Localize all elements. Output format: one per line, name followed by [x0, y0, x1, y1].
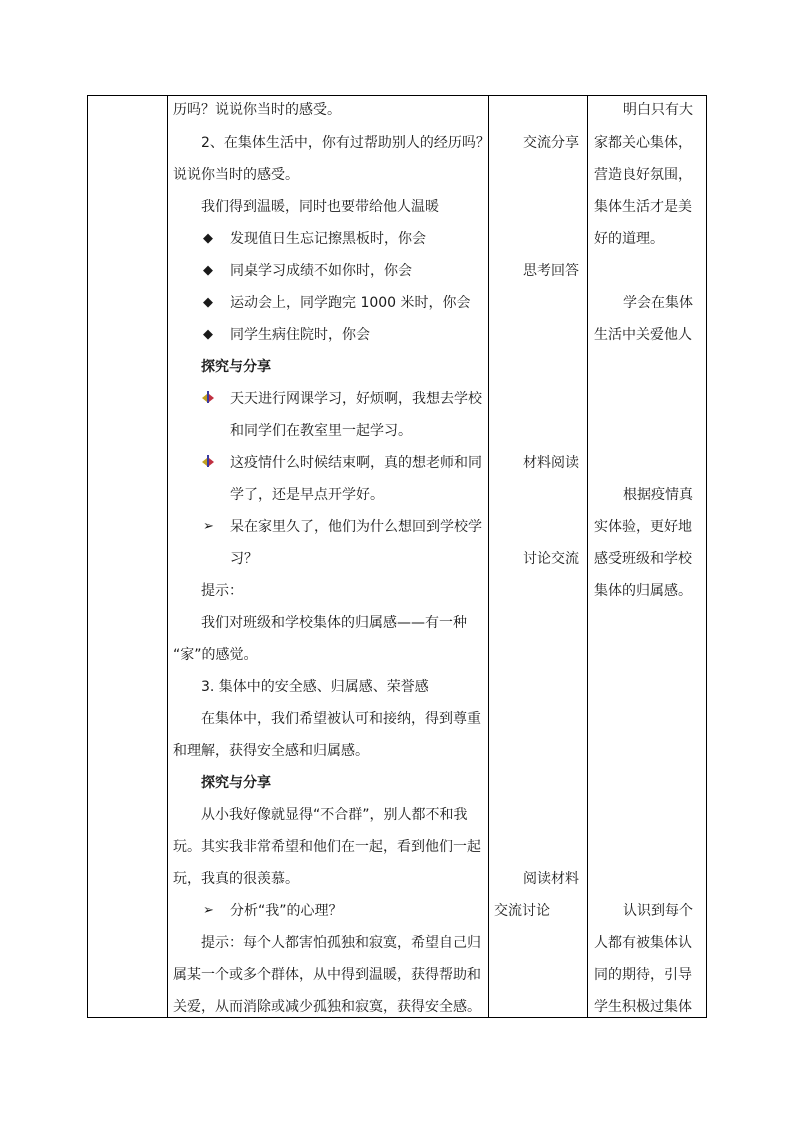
list-item-continued: 和同学们在教室里一起学习。 — [230, 423, 412, 439]
text-line: 2、在集体生活中，你有过帮助别人的经历吗？ — [201, 135, 490, 151]
text-line: 历吗？说说你当时的感受。 — [173, 102, 341, 118]
text-line: “家”的感觉。 — [173, 647, 258, 663]
arrow-bullet-icon: ➢ — [203, 519, 214, 534]
column-divider-2 — [488, 96, 489, 1017]
intent-line: 根据疫情真 — [623, 487, 693, 503]
list-item: 呆在家里久了，他们为什么想回到学校学 — [230, 519, 482, 535]
intent-line: 学生积极过集体 — [594, 999, 692, 1015]
intent-line: 认识到每个 — [623, 903, 693, 919]
text-line: 提示： — [201, 583, 243, 599]
intent-line: 生活中关爱他人 — [594, 327, 692, 343]
text-line: 玩。其实我非常希望和他们在一起，看到他们一起 — [173, 839, 481, 855]
flag-bullet-icon — [202, 390, 214, 404]
activity-label: 讨论交流 — [523, 551, 579, 567]
text-line: 关爱，从而消除或减少孤独和寂寞，获得安全感。 — [173, 999, 481, 1015]
text-line: 我们对班级和学校集体的归属感——有一种 — [201, 615, 467, 631]
section-heading: 探究与分享 — [201, 359, 271, 375]
column-divider-1 — [167, 96, 168, 1017]
column-divider-3 — [587, 96, 588, 1017]
diamond-bullet-icon: ◆ — [203, 295, 213, 310]
intent-line: 家都关心集体， — [594, 135, 692, 151]
activity-label: 交流讨论 — [494, 903, 550, 919]
list-item: 天天进行网课学习，好烦啊，我想去学校 — [230, 391, 482, 407]
intent-line: 集体的归属感。 — [594, 583, 692, 599]
intent-line: 集体生活才是美 — [594, 199, 692, 215]
activity-label: 材料阅读 — [523, 455, 579, 471]
intent-line: 实体验，更好地 — [594, 519, 692, 535]
list-item: 同桌学习成绩不如你时，你会 — [230, 263, 412, 279]
text-line: 我们得到温暖，同时也要带给他人温暖 — [201, 199, 439, 215]
intent-line: 营造良好氛围， — [594, 167, 692, 183]
list-item: 同学生病住院时，你会 — [230, 327, 370, 343]
list-item: 这疫情什么时候结束啊，真的想老师和同 — [230, 455, 482, 471]
list-item: 分析“我”的心理？ — [230, 903, 343, 919]
flag-bullet-icon — [202, 454, 214, 468]
diamond-bullet-icon: ◆ — [203, 231, 213, 246]
text-line: 和理解，获得安全感和归属感。 — [173, 743, 369, 759]
text-line: 从小我好像就显得“不合群”，别人都不和我 — [201, 807, 468, 823]
intent-line: 好的道理。 — [594, 231, 664, 247]
section-heading: 探究与分享 — [201, 775, 271, 791]
diamond-bullet-icon: ◆ — [203, 263, 213, 278]
arrow-bullet-icon: ➢ — [203, 903, 214, 918]
activity-label: 交流分享 — [523, 135, 579, 151]
intent-line: 学会在集体 — [623, 295, 693, 311]
text-line: 3. 集体中的安全感、归属感、荣誉感 — [201, 679, 429, 695]
list-item: 发现值日生忘记擦黑板时，你会 — [230, 231, 426, 247]
intent-line: 明白只有大 — [623, 102, 693, 118]
activity-label: 思考回答 — [523, 263, 579, 279]
text-line: 玩，我真的很羡慕。 — [173, 871, 299, 887]
intent-line: 人都有被集体认 — [594, 935, 692, 951]
text-line: 说说你当时的感受。 — [173, 167, 299, 183]
diamond-bullet-icon: ◆ — [203, 327, 213, 342]
list-item: 运动会上，同学跑完 1000 米时，你会 — [230, 295, 471, 311]
list-item-continued: 学了，还是早点开学好。 — [230, 487, 384, 503]
text-line: 属某一个或多个群体，从中得到温暖，获得帮助和 — [173, 967, 481, 983]
intent-line: 同的期待，引导 — [594, 967, 692, 983]
text-line: 在集体中，我们希望被认可和接纳，得到尊重 — [201, 711, 481, 727]
activity-label: 阅读材料 — [523, 871, 579, 887]
text-line: 提示：每个人都害怕孤独和寂寞，希望自己归 — [201, 935, 481, 951]
list-item-continued: 习？ — [230, 551, 258, 567]
intent-line: 感受班级和学校 — [594, 551, 692, 567]
